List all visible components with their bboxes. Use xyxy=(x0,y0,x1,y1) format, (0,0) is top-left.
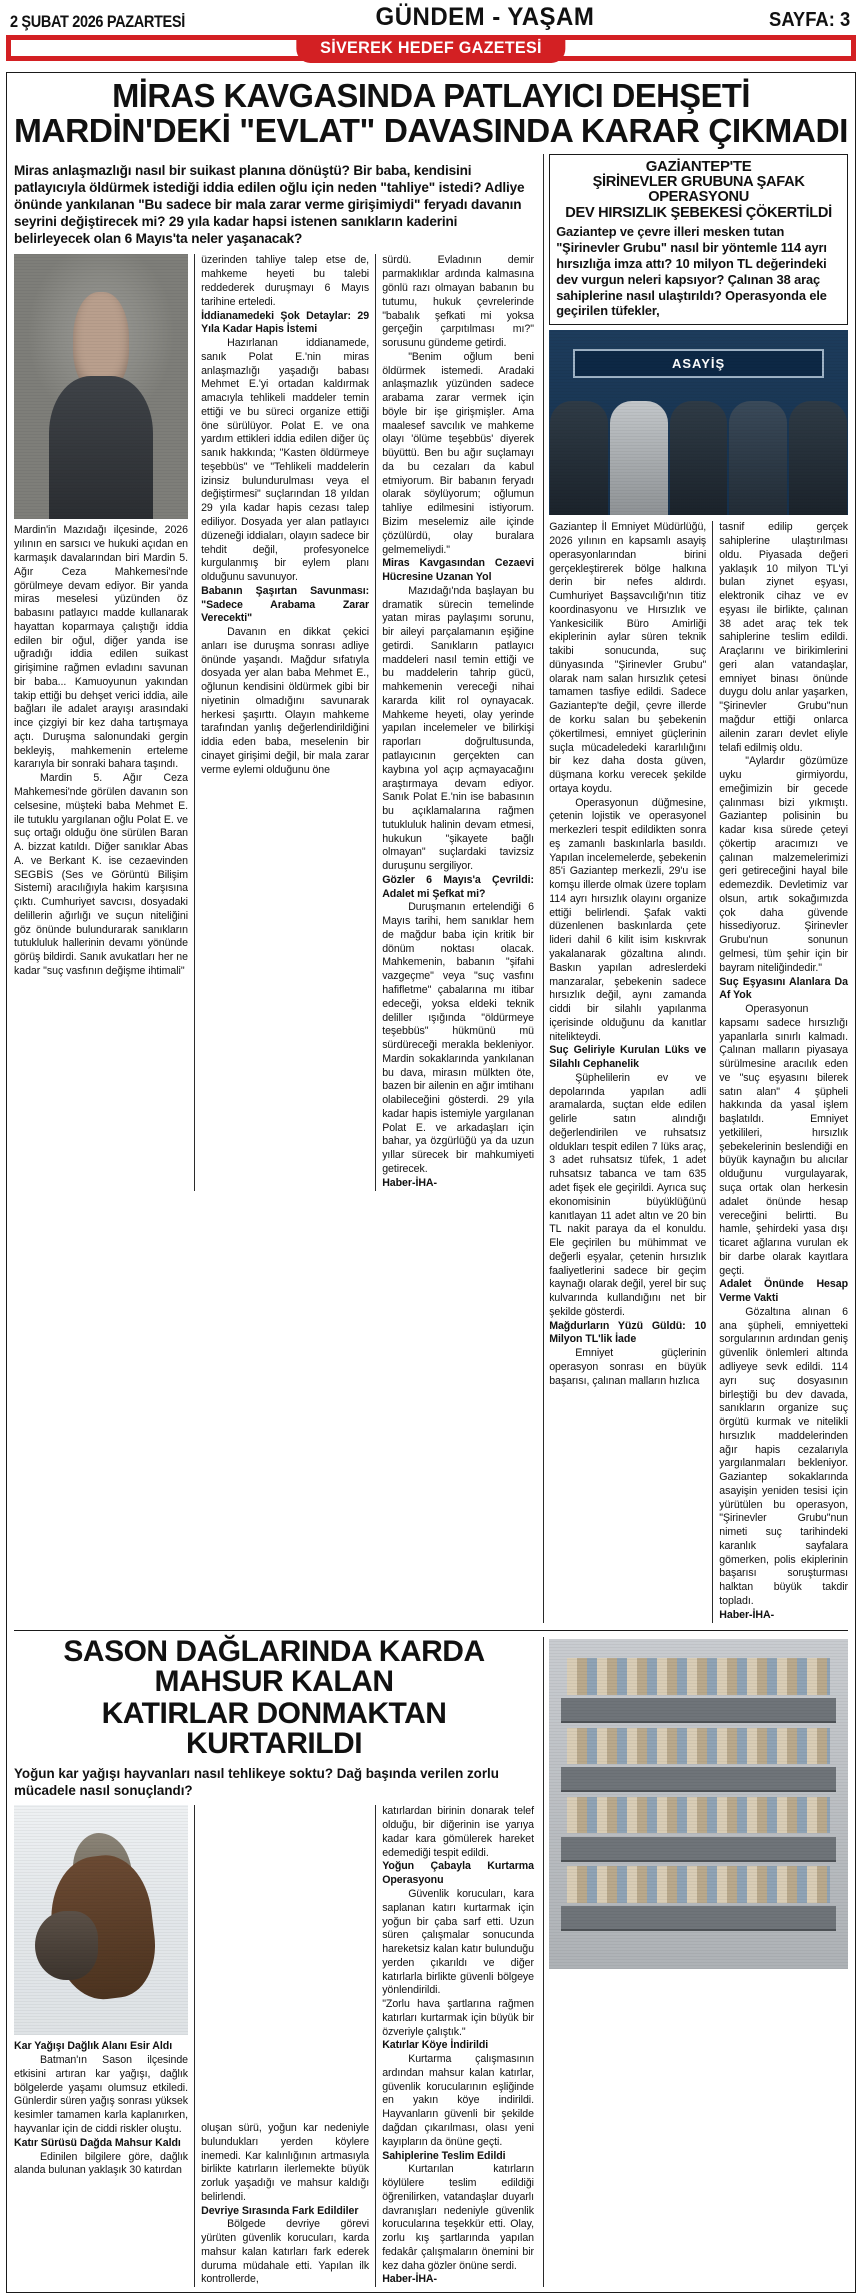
story3-col3-para-4: Kurtarılan katırların köylülere teslim edildiği öğrenilirken, vatandaşlar duyarlı davranışları nedeniyle güvenlik korucularına teşekkür etti. Olay, zorlu kış şartlarında yapılan fedakâr çalışmaların önemini bir kez daha gözler önüne serdi. xyxy=(382,2163,534,2272)
story2-col2-quote: "Aylardır gözümüze uyku girmiyordu, emeğimizin bir gecede çalınması bizi yıkmıştı. Gaziantep polisinin bu kadar kısa sürede çeteyi çökertip aracımızı ve çalınan malzemelerimizi geri getireceğini hayal bile edemezdik. Devletimiz var olsun, artık sokağımızda çok daha güvende hissediyoruz. Şirinevler Grubu'nun sonunun gelmesi, tüm şehir için bir bayram niteliğindedir." xyxy=(719,755,848,974)
story2-photo-sign-text: ASAYİŞ xyxy=(573,349,824,379)
story1-lead: Miras anlaşmazlığı nasıl bir suikast planına dönüştü? Bir baba, kendisini patlayıcıyla öldürmek istediği iddia edilen oğlu için neden "tahliye" istedi? Adliye önünde yankılanan "Bu sadece bir mala zarar verme girişimiydi" feryadı davanın seyrini değiştirecek mi? 29 yıla kadar hapsi istenen sanıkların kaderini belirleyecek olan 6 Mayıs'ta neler yaşanacak? xyxy=(14,162,525,247)
story3-col3-quote: "Zorlu hava şartlarına rağmen katırları kurtarmak için büyük bir özveriyle çalıştık." xyxy=(382,1998,534,2038)
story3-headline xyxy=(14,1634,534,1761)
story3-lead: Yoğun kar yağışı hayvanları nasıl tehlikeye soktu? Dağ başında verilen zorlu mücadele nasıl sonuçlandı? xyxy=(14,1765,499,1798)
story2-col1-para-4: Emniyet güçlerinin operasyon sonrası en büyük başarısı, çalınan malların hızlıca xyxy=(549,1347,707,1387)
story1-col3-para-3: Duruşmanın ertelendiği 6 Mayıs tarihi, hem sanıklar hem de mağdur baba için kritik bir dönüm noktası olacak. Mahkemenin, babanın "şifahi vazgeçme" veya "suç vasfını hafifletme" çabalarına mı itibar edeceği, yoksa eldeki teknik deliller ışığında "öldürmeye teşebbüs" hükmünü mü sürdüreceği merakla bekleniyor. Mardin sokaklarında yankılanan bu dava, mirasın mülkten öte, bazen bir ailenin en ağır imtihanı olabileceğini gösterdi. 29 yıla kadar hapis istemiyle yargılanan Polat E. ve arkadaşları için bahar, ya özgürlüğü ya da uzun yıllar sürecek bir mahkumiyeti getirecek. xyxy=(382,901,534,1175)
story1-col3-para-1: sürdü. Evladının demir parmaklıklar ardında kalmasına gönlü razı olmayan babanın bu tutumu, hukuk çevrelerinde "babalık şefkati mi yoksa gerçeğin çarpıtılması mı?" sorusunu gündeme getirdi. xyxy=(382,254,534,350)
story3-col2-subhead-1: Devriye Sırasında Fark Edildiler xyxy=(201,2204,359,2217)
story3-column-2 xyxy=(201,2122,369,2287)
story3-region xyxy=(14,1630,848,2288)
story3-col3-para-2: Güvenlik korucuları, kara saplanan katırı kurtarmak için yoğun bir çaba sarf etti. Uzun süren çalışmalar sonucunda hareketsiz kalan katır bulunduğu yerden çıkarıldı ve diğer katırlarla birlikte güvenli bölgeye yönlendirildi. xyxy=(382,1887,534,1997)
story3-col3-para-3: Kurtarma çalışmasının ardından mahsur kalan katırlar, güvenlik korucularının eşliğinde en yakın köye indirildi. Hayvanların güvenli bir şekilde dağdan çıkarılması, olası yeni kayıpların da önüne geçti. xyxy=(382,2053,534,2148)
column-divider xyxy=(194,254,195,1190)
story1-col3-subhead-2: Gözler 6 Mayıs'a Çevrildi: Adalet mi Şefkat mi? xyxy=(382,873,534,900)
story2-kicker: GAZİANTEP'TE xyxy=(645,157,752,175)
story2-col2-para-3: Gözaltına alınan 6 ana şüpheli, emniyetteki sorgularının ardından geniş güvenlik önlemleri altında adliyeye sevk edildi. 114 ayrı suç dosyasının birleştiği bu dev davada, sanıkların organize suç örgütü kurmak ve nitelikli hırsızlık maddelerinden ağır hapis cezalarıyla yargılanmaları bekleniyor. Gaziantep sokaklarında asayişin yeniden tesisi için yürütülen bu operasyon, "Şirinevler Grubu"nun nimeti suç tarihindeki karanlık sayfalara gömerken, polis ekiplerinin başarısı soruşturması halktan büyük takdir topladı. xyxy=(719,1305,848,1607)
masthead xyxy=(6,0,856,34)
story2-columns xyxy=(549,521,848,1622)
story1-col3-subhead-1: Miras Kavgasından Cezaevi Hücresine Uzanan Yol xyxy=(382,557,534,584)
story2-headline-line2: DEV HIRSIZLIK ŞEBEKESİ ÇÖKERTİLDİ xyxy=(565,204,832,221)
story1-column-2 xyxy=(201,254,369,1190)
story3-byline: Haber-İHA- xyxy=(382,2273,438,2286)
story3-col1-subhead-2: Katır Sürüsü Dağda Mahsur Kaldı xyxy=(14,2136,181,2149)
story3-col1-subhead-1: Kar Yağışı Dağlık Alanı Esir Aldı xyxy=(14,2040,173,2053)
story3-col3-subhead-3: Sahiplerine Teslim Edildi xyxy=(382,2149,506,2162)
column-divider xyxy=(194,1805,195,2287)
story3-col2-para-2: Bölgede devriye görevi yürüten güvenlik korucuları, karda mahsur kalan katırları fark ederek duruma müdahale etti. Yapılan ilk kontrollerde, xyxy=(201,2218,370,2286)
story2-byline: Haber-İHA- xyxy=(719,1608,775,1621)
story1-headline xyxy=(14,79,848,149)
story2-col1-subhead-1: Suç Geliriyle Kurulan Lüks ve Silahlı Cephanelik xyxy=(549,1044,707,1071)
story2-col1-para-1: Gaziantep İl Emniyet Müdürlüğü, 2026 yılının en kapsamlı asayiş operasyonlarından birini gerçekleştirerek bölge halkına derin bir nefes aldırdı. Cumhuriyet Başsavcılığı'nın titiz koordinasyonu ve Hırsızlık ve Yankesicilik Büro Amirliği ekiplerinin aylar süren teknik takibi sonucunda, suç dünyasında "Şirinevler Grubu" olarak nam salan hırsızlık çetesi tamamen tasfiye edildi. Sadece Gaziantep'te değil, çevre illerde de korku salan bu şebekenin çökertilmesi, emniyet güçlerinin suçla mücadeledeki kararlılığını bir kez daha dosta güven, düşmana korku verecek şekilde ortaya koydu. xyxy=(549,521,707,795)
story1-col2-subhead-2: Babanın Şaşırtan Savunması: "Sadece Arabama Zarar Verecekti" xyxy=(201,584,370,625)
content-frame xyxy=(6,72,856,2293)
story3-headline-line2: KATIRLAR DONMAKTAN KURTARILDI xyxy=(101,1696,447,1761)
story1-col3-quote: "Benim oğlum beni öldürmek istemedi. Aradaki anlaşmazlık yüzünden sadece arabama zarar vermek için böyle bir işe girişmişler. Ama maalesef savcılık ve mahkeme olayı 'ölüme teşebbüs' diyerek büyüttü. Ben bu ağır suçlamayı da bu cezaları da kabul etmiyorum. Bir babanın feryadı olarak söylüyorum; oğlumun tahliye edilmesini istiyorum. Bizim meselemiz aile içinde çözülürdü, olay buralara gelmemeliydi." xyxy=(382,350,534,556)
story1-col2-para-2: Hazırlanan iddianamede, sanık Polat E.'nin miras anlaşmazlığı yaşadığı babası Mehmet E.'yi ortadan kaldırmak amacıyla tehlikeli maddeler temin ettiği ve bu süreci organize ettiği öne sürülüyor. Polat E. ve ona yardım ettikleri iddia edilen diğer üç sanık hakkında; "Kasten öldürmeye teşebbüs" ve "Tehlikeli maddelerin izinsiz bulundurulması veya el değiştirmesi" suçlarından 18 yıldan 29 yıla kadar hapis cezası talep ediliyor. Dosyada yer alan patlayıcı düzeneği iddiaları, olayın sadece bir tehdit değil, profesyonelce kurgulanmış bir eylem planı olduğunu savunuyor. xyxy=(201,337,370,584)
story2-region xyxy=(549,154,848,1623)
story2-headline-box xyxy=(549,154,848,325)
story2-col2-subhead-2: Adalet Önünde Hesap Verme Vakti xyxy=(719,1278,848,1305)
story1-col1-para-1: Mardin'in Mazıdağı ilçesinde, 2026 yılının en sarsıcı ve hukuki açıdan en karmaşık davalarından biri Mardin 5. Ağır Ceza Mahkemesi'nde görülmeye devam ediyor. Bir yanda miras meselesi yüzünden öz babasını patlayıcı madde kullanarak hayattan koparmaya çalıştığı iddia edilen bir oğul, diğer yanda ise uğradığı iddia edilen suikast girişimine rağmen evladını savunan bir baba... Kamuoyunun yakından takip ettiği bu dehşet verici iddia, aile bağları ile adalet arayışı arasındaki ince çizgiyi bir kez daha tartışmaya açtı. Duruşma salonundaki gergin bekleyiş, mahkemenin erteleme kararıyla bir sonraki bahara taşındı. xyxy=(14,524,188,771)
story1-region xyxy=(14,154,538,1623)
story1-col2-para-3: Davanın en dikkat çekici anları ise duruşma sonrası adliye önünde yaşandı. Mağdur sıfatıyla dosyada yer alan baba Mehmet E., oğlunun kendisini öldürmek gibi bir niyetinin olmadığını savunarak herkesi şaşırttı. Olayın mahkeme tarafından yanlış değerlendirildiğini iddia eden baba, meselenin bir cinayet girişimi değil, bir mala zarar verme eylemi olduğunu öne xyxy=(201,626,370,776)
story3-col1-para-1: Batman'ın Sason ilçesinde etkisini artıran kar yağışı, dağlık bölgelerde yaşamı olumsuz etkiledi. Günlerdir süren yağış sonrası yüksek kesimler tamamen karla kaplanırken, hayvanlar için de ciddi riskler oluştu. xyxy=(14,2054,188,2135)
story1-photo xyxy=(14,254,188,519)
story1-col2-para-1: üzerinden tahliye talep etse de, mahkeme heyeti bu talebi reddederek duruşmayı 6 Mayıs tarihine erteledi. xyxy=(201,254,370,308)
story3-column-1 xyxy=(14,2040,188,2178)
page-number: SAYFA: 3 xyxy=(768,9,850,31)
story2-headline-line1: ŞİRİNEVLER GRUBUNA ŞAFAK OPERASYONU xyxy=(592,173,805,206)
story3-col3-subhead-2: Katırlar Köye İndirildi xyxy=(382,2039,489,2052)
story3-column-3 xyxy=(382,1805,534,2287)
story2-lead: Gaziantep ve çevre illeri mesken tutan "Şirinevler Grubu" nasıl bir yöntemle 114 ayrı hırsızlığa imza attı? 10 milyon TL değerindeki dev vurgun neleri kapsıyor? Çalınan 38 araç sahiplerine nasıl ulaştırıldı? Operasyonda ele geçirilen tüfekler, xyxy=(556,224,827,319)
story2-col1-para-2: Operasyonun düğmesine, çetenin lojistik ve operasyonel merkezleri tespit edildikten sonra eş zamanlı baskınlarla basıldı. Yapılan incelemelerde, şebekenin 85'i Gaziantep merkezli, 29'u ise komşu illerde olmak üzere toplam 114 ayrı hırsızlık olayını organize ettiği belirlendi. Şafak vakti düzenlenen baskınlarda çete lideri dahil 6 kilit isim kıskıvrak yakalanarak gözaltına alındı. Baskın yapılan adreslerdeki manzaralar, şebekenin sadece hırsızlık değil, aynı zamanda ciddi bir silahlı yapılanma içerisinde olduğunu da kanıtlar nitelikteydi. xyxy=(549,796,707,1043)
section-title: GÜNDEM - YAŞAM xyxy=(375,3,595,31)
story2-col2-subhead-1: Suç Eşyasını Alanlara Da Af Yok xyxy=(719,975,848,1002)
story1-byline: Haber-İHA- xyxy=(382,1176,438,1189)
story3-headline-line1: SASON DAĞLARINDA KARDA MAHSUR KALAN xyxy=(63,1634,485,1699)
story3-col1-para-2: Edinilen bilgilere göre, dağlık alanda bulunan yaklaşık 30 katırdan xyxy=(14,2150,188,2177)
story1-col1-para-2: Mardin 5. Ağır Ceza Mahkemesi'nde görülen davanın son celsesine, müşteki baba Mehmet E. ile tutuklu yargılanan oğlu Polat E. ve suç ortağı olduğu öne sürülen Baran A. bizzat katıldı. Diğer sanıklar Abas A. ve Berkant K. ise cezaevinden SEGBİS (Ses ve Görüntü Bilişim Sistemi) aracılığıyla hakim karşısına çıktı. Cumhuriyet savcısı, dosyadaki delillerin ağırlığı ve suçun niteliğini göz önünde bulundurarak sanıkların tutukluluk hallerinin devamı yönünde görüş bildirdi. Sanık avukatları her ne kadar "suç vasfının değişme ihtimali" xyxy=(14,772,188,977)
story2-col1-subhead-2: Mağdurların Yüzü Güldü: 10 Milyon TL'lik İade xyxy=(549,1319,707,1346)
story1-headline-line1: MİRAS KAVGASINDA PATLAYICI DEHŞETİ xyxy=(112,77,750,114)
main-vertical-divider xyxy=(543,154,544,1623)
story2-column-1 xyxy=(549,521,706,1622)
story3-col3-subhead-1: Yoğun Çabayla Kurtarma Operasyonu xyxy=(382,1860,534,1887)
story1-headline-line2: MARDİN'DEKİ "EVLAT" DAVASINDA KARAR ÇIKMADI xyxy=(14,112,848,150)
banner-nameplate xyxy=(296,35,565,63)
story1-col3-para-2: Mazıdağı'nda başlayan bu dramatik sürecin temelinde yatan miras paylaşımı sorunu, bir aileyi parçalamanın eşiğine getirdi. Sanıkların patlayıcı maddeleri nasıl temin ettiği ve bu maddelerin tahrip gücü, mahkemenin vereceği nihai kararda kilit rol oynayacak. Mahkeme heyeti, olay yerinde yapılan incelemeler ve bilirkişi raporları doğrultusunda, patlayıcının gerçekten can kaybına yol açıp açmayacağını araştırmaya devam ediyor. Sanık Polat E.'nin ise babasının bu açıklamalarına rağmen tutukluluk halinin devam etmesi, hukukun "şikayete bağlı olmayan" suçlardaki tavizsiz duruşunu sergiliyor. xyxy=(382,584,534,873)
story1-column-3 xyxy=(382,254,534,1190)
story2-column-2 xyxy=(719,521,848,1622)
story2-col2-para-1: tasnif edilip gerçek sahiplerine ulaştırılması oldu. Piyasada değeri yaklaşık 10 milyon TL'yi bulan ziynet eşyası, elektronik cihaz ve ev eşyası ile birlikte, çalınan 38 adet araç tek tek sahiplerine teslim edildi. Araçlarını ve birikimlerini geri alan vatandaşlar, emniyet binası önünde duygu dolu anlar yaşarken, "Şirinevler Grubu"nun mağdur ettiği onlarca ailenin zararı devlet eliyle telafi edilmiş oldu. xyxy=(719,521,848,754)
story1-column-1 xyxy=(14,524,188,978)
story1-col2-subhead-1: İddianamedeki Şok Detaylar: 29 Yıla Kadar Hapis İstemi xyxy=(201,309,370,336)
issue-date: 2 ŞUBAT 2026 PAZARTESİ xyxy=(10,13,185,31)
story1-and-story2-grid xyxy=(14,154,848,1623)
story2-photo-2 xyxy=(549,1639,848,1969)
column-divider xyxy=(712,521,713,1622)
story3-col3-para-1: katırlardan birinin donarak telef olduğu, bir diğerinin ise yarıya kadar kara gömülerek hareket edemediği tespit edildi. xyxy=(382,1805,534,1859)
story3-photo xyxy=(14,1805,188,2035)
newspaper-banner xyxy=(6,35,856,69)
main-vertical-divider xyxy=(543,1637,544,2288)
story2-col2-para-2: Operasyonun kapsamı sadece hırsızlığı yapanlarla sınırlı kalmadı. Çalınan malların piyasaya sürülmesine aracılık eden ve "suç eşyasını bilerek satın alan" 4 şüpheli hakkında da yasal işlem başlatıldı. Emniyet yetkilileri, hırsızlık şebekelerinin beslendiği en büyük kaynağın bu alıcılar olduğunu vurgulayarak, suça ortak olan herkesin adalet önünde hesap vereceğini belirtti. Bu hamle, şehirdeki yasa dışı ticaret ağlarına vurulan ek bir darbe olarak kayıtlara geçti. xyxy=(719,1003,848,1277)
story2-photo xyxy=(549,330,848,515)
column-divider xyxy=(375,254,376,1190)
story2-col1-para-3: Şüphelilerin ev ve depolarında yapılan adli aramalarda, suçtan elde edilen gelirle satın alındığı değerlendirilen ve ruhsatsız oldukları tespit edilen 7 lüks araç, 3 adet ruhsatsız tüfek, 1 adet ruhsatsız tabanca ve tam 635 adet fişek ele geçirildi. Ayrıca suç ekonomisinin büyüklüğünü kanıtlayan 11 adet altın ve 20 bin TL nakit paraya da el konuldu. Ele geçirilen bu mühimmat ve değerli eşyalar, çetenin hırsızlık faaliyetlerini sadece bir geçim kaynağı olarak değil, yerel bir suç kulvarında kullandığını net bir şekilde gösterdi. xyxy=(549,1071,707,1318)
story3-col2-para-1: oluşan sürü, yoğun kar nedeniyle bulundukları yerden köylere inemedi. Kar kalınlığının artmasıyla birlikte katırların ilerlemekte büyük zorluk yaşadığı ve mahsur kaldığı belirlendi. xyxy=(201,2122,370,2203)
column-divider xyxy=(375,1805,376,2287)
banner-nameplate-text: SİVEREK HEDEF GAZETESİ xyxy=(320,38,542,57)
